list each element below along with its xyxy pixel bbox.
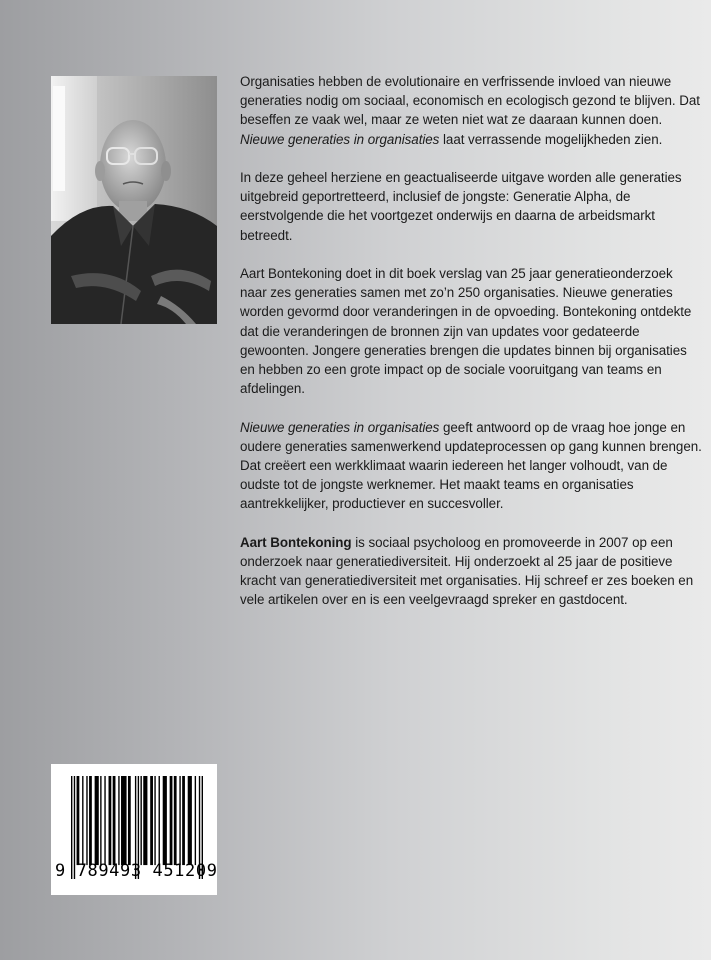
blurb-paragraph-2 [240,168,702,245]
blurb-text [240,72,702,629]
isbn-number: 9 789493 451209 [55,861,218,881]
paragraph-text: laat verrassende mogelijkheden zien. [439,131,663,147]
blurb-paragraph-4 [240,418,702,514]
blurb-paragraph-3 [240,264,702,398]
author-portrait-image [51,76,217,324]
blurb-paragraph-1 [240,72,702,149]
isbn-barcode [51,764,217,895]
book-title-italic: Nieuwe generaties in organisaties [240,131,440,147]
book-title-italic: Nieuwe generaties in organisaties [240,419,440,435]
author-name: Aart Bontekoning [240,534,352,550]
paragraph-text: Aart Bontekoning doet in dit boek verslag van 25 jaar generatieonderzoek naar zes generaties samen met zo’n 250 organisaties. Nieuwe generaties worden gevormd door veranderingen in de opvoeding. Bontekoning ontdekte dat die veranderingen de bronnen zijn van updates voor gedateerde gewoonten. Jongere generaties brengen die updates binnen bij organisaties en hebben zo een grote impact op de sociale vooruitgang van teams en afdelingen. [240,266,692,397]
paragraph-text: Organisaties hebben de evolutionaire en verfrissende invloed van nieuwe generaties nodig om sociaal, economisch en ecologisch gezond te blijven. Dat beseffen ze vaak wel, maar ze weten niet wat ze daaraan kunnen doen. [240,74,700,128]
paragraph-text: is sociaal psycholoog en promoveerde in 2007 op een onderzoek naar generatiediversiteit. Hij onderzoekt al 25 jaar de positieve kracht van generatiediversiteit met organisaties. Hij schreef er zes boeken en vele artikelen over en is een veelgevraagd spreker en gastdocent. [240,534,694,608]
author-photo [51,76,217,324]
author-bio [240,533,702,610]
paragraph-text: geeft antwoord op de vraag hoe jonge en oudere generaties samenwerkend updateprocessen op gang kunnen brengen. Dat creëert een werkklimaat waarin iedereen het langer volhoudt, van de oudste tot de jongste werknemer. Het maakt teams en organisaties aantrekkelijker, productiever en succesvoller. [240,419,702,512]
paragraph-text: In deze geheel herziene en geactualiseerde uitgave worden alle generaties uitgebreid geportretteerd, inclusief de jongste: Generatie Alpha, de eerstvolgende die het voortgezet onderwijs en daarna de arbeidsmarkt betreedt. [240,170,682,243]
